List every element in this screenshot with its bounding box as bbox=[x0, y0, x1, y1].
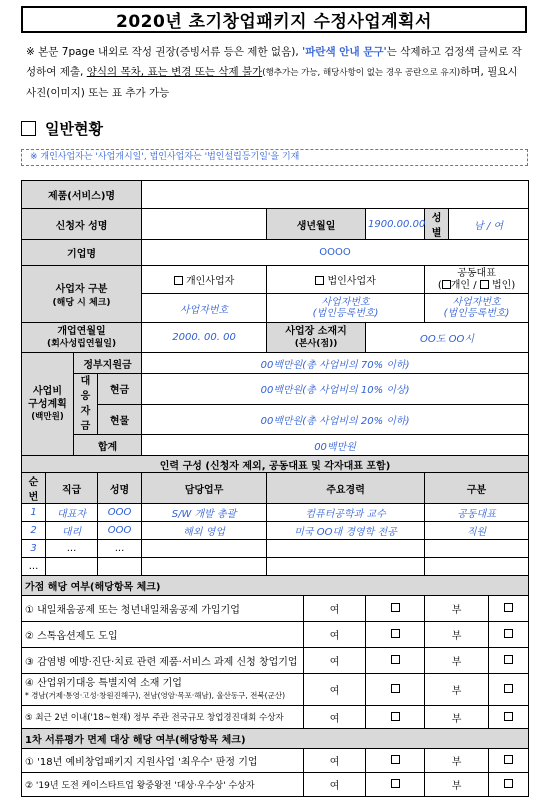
checkbox-icon[interactable] bbox=[504, 712, 513, 721]
checkbox-icon[interactable] bbox=[391, 684, 400, 693]
staff-header-duty: 담당업무 bbox=[142, 473, 267, 504]
table-row: 1 대표자 ΟΟΟ S/W 개발 총괄 컴퓨터공학과 교수 공동대표 bbox=[22, 504, 529, 522]
business-type-label: 사업자 구분 (해당 시 체크) bbox=[22, 266, 142, 323]
checkbox-icon[interactable] bbox=[504, 629, 513, 638]
checkbox-icon[interactable] bbox=[391, 712, 400, 721]
staff-header-no: 순번 bbox=[22, 473, 46, 504]
option-individual[interactable]: 개인사업자 bbox=[142, 266, 267, 294]
gov-fund-field[interactable]: 00백만원(총 사업비의 70% 이하) bbox=[142, 353, 529, 374]
individual-biz-number[interactable]: 사업자번호 bbox=[142, 294, 267, 323]
notice-small: (행추가는 가능, 해당사항이 없는 경우 공란으로 유지) bbox=[262, 68, 461, 78]
staff-header-type: 구분 bbox=[425, 473, 529, 504]
corporate-checkbox-icon[interactable] bbox=[315, 276, 324, 285]
extra-points-title: 가점 해당 여부(해당항목 체크) bbox=[22, 576, 529, 596]
company-name-field[interactable]: ΟΟΟΟ bbox=[142, 240, 529, 266]
checkbox-icon[interactable] bbox=[504, 655, 513, 664]
checkbox-icon[interactable] bbox=[391, 603, 400, 612]
notice-paragraph bbox=[26, 42, 526, 103]
gov-fund-label: 정부지원금 bbox=[74, 353, 142, 374]
in-kind-field[interactable]: 00백만원(총 사업비의 20% 이하) bbox=[142, 404, 529, 435]
checkbox-icon[interactable] bbox=[504, 684, 513, 693]
table-row: ... bbox=[22, 558, 529, 576]
budget-label: 사업비 구성계획 (백만원) bbox=[22, 353, 74, 456]
joint-biz-number[interactable]: 사업자번호 (법인등록번호) bbox=[425, 294, 529, 323]
list-item: ⑤ 최근 2년 이내('18~현재) 정부 주관 전국규모 창업경진대회 수상자 여 부 bbox=[22, 706, 529, 729]
applicant-name-label: 신청자 성명 bbox=[22, 209, 142, 240]
hint-text: ※ 개인사업자는 '사업개시일', 법인사업자는 '법인설립등기일'을 기재 bbox=[30, 152, 300, 162]
total-field[interactable]: 00백만원 bbox=[142, 435, 529, 456]
notice-underlined: 양식의 목차, 표는 변경 또는 삭제 불가 bbox=[86, 66, 263, 78]
total-label: 합계 bbox=[74, 435, 142, 456]
joint-individual-checkbox-icon[interactable] bbox=[442, 280, 451, 289]
checkbox-icon[interactable] bbox=[504, 779, 513, 788]
staff-header-name: 성명 bbox=[98, 473, 142, 504]
product-name-label: 제품(서비스)명 bbox=[22, 181, 142, 209]
checkbox-icon[interactable] bbox=[504, 755, 513, 764]
gender-label: 성별 bbox=[425, 209, 449, 240]
hint-box bbox=[21, 149, 528, 166]
section-title: 일반현황 bbox=[45, 120, 103, 138]
checkbox-icon[interactable] bbox=[391, 629, 400, 638]
notice-mid: 는 삭제하고 검정색 글씨로 작성하여 제출, bbox=[26, 46, 522, 78]
list-item: ① '18년 예비창업패키지 지원사업 '최우수' 판정 기업 여 부 bbox=[22, 749, 529, 773]
applicant-name-field[interactable] bbox=[142, 209, 267, 240]
checkbox-icon[interactable] bbox=[504, 603, 513, 612]
cash-label: 현금 bbox=[98, 374, 142, 405]
gender-field[interactable]: 남 / 여 bbox=[449, 209, 529, 240]
checkbox-icon[interactable] bbox=[391, 779, 400, 788]
staff-section-title: 인력 구성 (신청자 제외, 공동대표 및 각자대표 포함) bbox=[22, 456, 529, 473]
list-item: ③ 감염병 예방·진단·치료 관련 제품·서비스 과제 신청 창업기업 여 부 bbox=[22, 648, 529, 674]
product-name-field[interactable] bbox=[142, 181, 529, 209]
section-heading bbox=[21, 118, 103, 139]
open-date-label: 개업연월일 (회사성립연월일) bbox=[22, 323, 142, 353]
document-title-text: 2020년 초기창업패키지 수정사업계획서 bbox=[116, 12, 432, 32]
staff-header-rank: 직급 bbox=[46, 473, 98, 504]
checkbox-icon[interactable] bbox=[391, 755, 400, 764]
corporate-biz-number[interactable]: 사업자번호 (법인등록번호) bbox=[267, 294, 425, 323]
general-status-table bbox=[21, 180, 529, 797]
checkbox-icon[interactable] bbox=[391, 655, 400, 664]
option-corporate[interactable]: 법인사업자 bbox=[267, 266, 425, 294]
birth-date-label: 생년월일 bbox=[267, 209, 366, 240]
notice-suffix: 하며, 필요시 사진(이미지) 또는 표 추가 가능 bbox=[26, 66, 518, 99]
birth-date-field[interactable]: 1900.00.00 bbox=[366, 209, 425, 240]
option-joint[interactable]: 공동대표 ( 개인 / 법인) bbox=[425, 266, 529, 294]
notice-prefix: ※ 본문 7page 내외로 작성 권장(증빙서류 등은 제한 없음), bbox=[26, 46, 302, 58]
individual-checkbox-icon[interactable] bbox=[174, 276, 183, 285]
list-item: ② 스톡옵션제도 도입 여 부 bbox=[22, 622, 529, 648]
list-item: ④ 산업위기대응 특별지역 소재 기업 * 경남(거제·통영·고성·창원진해구), 전남(영암·목포·해남), 울산동구, 전북(군산) 여 부 bbox=[22, 674, 529, 706]
company-name-label: 기업명 bbox=[22, 240, 142, 266]
square-bullet-icon bbox=[21, 121, 36, 136]
notice-blue-phrase: '파란색 안내 문구' bbox=[302, 46, 387, 58]
cash-field[interactable]: 00백만원(총 사업비의 10% 이상) bbox=[142, 374, 529, 405]
open-date-field[interactable]: 2000. 00. 00 bbox=[142, 323, 267, 353]
location-label: 사업장 소재지 (본사(점)) bbox=[267, 323, 366, 353]
joint-corporate-checkbox-icon[interactable] bbox=[480, 280, 489, 289]
table-row: 3 ... ... bbox=[22, 540, 529, 558]
staff-header-row bbox=[22, 473, 529, 504]
location-field[interactable]: ΟΟ도 ΟΟ시 bbox=[366, 323, 529, 353]
exemption-title: 1차 서류평가 면제 대상 해당 여부(해당항목 체크) bbox=[22, 729, 529, 749]
list-item: ② '19년 도전 케이스타트업 왕중왕전 '대상·우수상' 수상자 여 부 bbox=[22, 773, 529, 797]
list-item: ① 내일채움공제 또는 청년내일채움공제 가입기업 여 부 bbox=[22, 596, 529, 622]
staff-header-career: 주요경력 bbox=[267, 473, 425, 504]
document-title bbox=[21, 6, 527, 33]
in-kind-label: 현물 bbox=[98, 404, 142, 435]
table-row: 2 대리 ΟΟΟ 해외 영업 미국 ΟΟ대 경영학 전공 직원 bbox=[22, 522, 529, 540]
matching-fund-label: 대응 자금 bbox=[74, 374, 98, 435]
